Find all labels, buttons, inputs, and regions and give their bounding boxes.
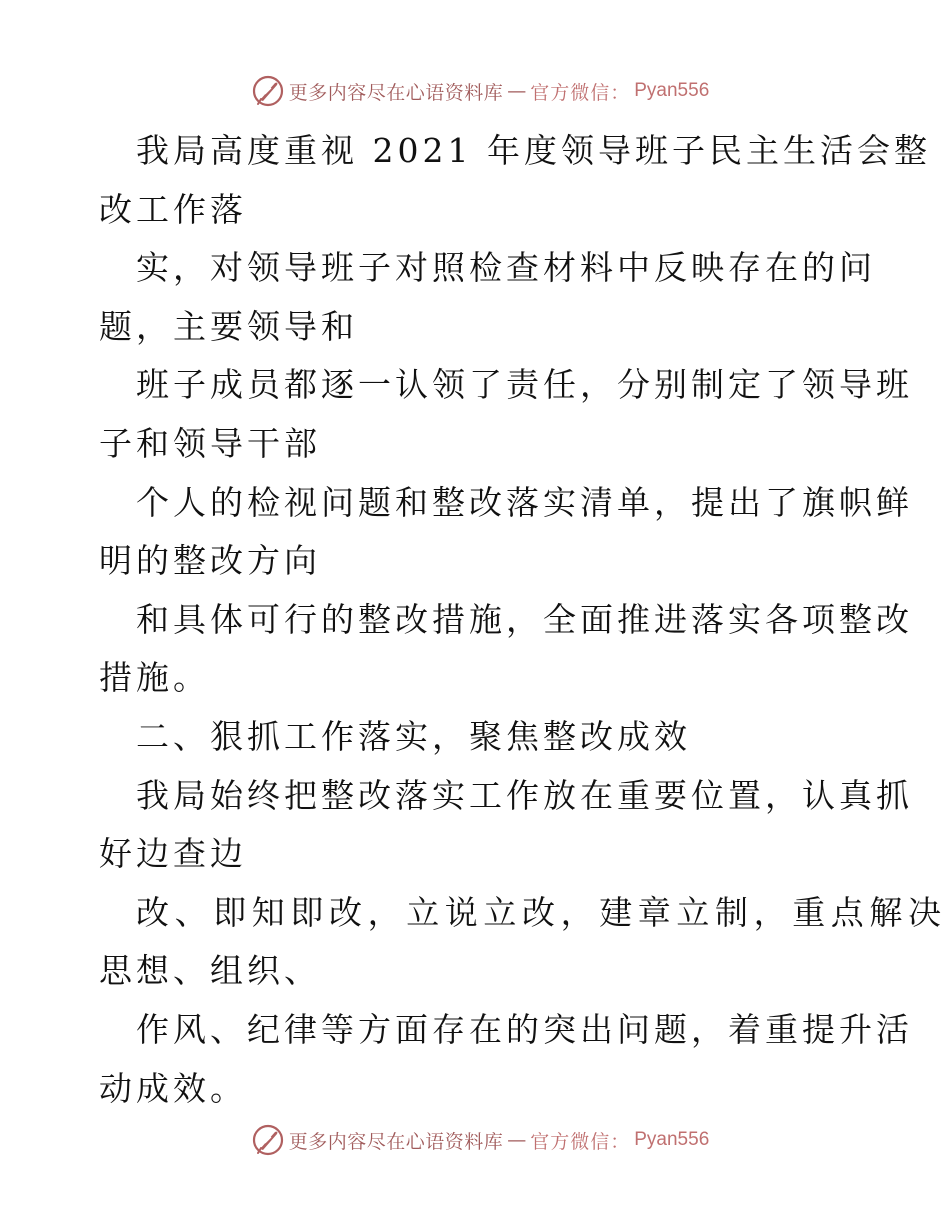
- body-line: 明的整改方向: [99, 541, 321, 581]
- watermark-wechat-label: 官方微信：: [530, 81, 631, 104]
- body-line: 思想、组织、: [99, 951, 321, 991]
- feather-pen-logo-icon: [251, 74, 285, 108]
- feather-pen-logo-icon: [251, 1123, 285, 1157]
- body-line: 题，主要领导和: [99, 306, 358, 346]
- body-line: 个人的检视问题和整改落实清单，提出了旗帜鲜: [136, 482, 913, 522]
- body-line: 班子成员都逐一认领了责任，分别制定了领导班: [136, 365, 913, 405]
- watermark-site-text: 更多内容尽在心语资料库: [288, 81, 504, 104]
- watermark-site-text: 更多内容尽在心语资料库: [288, 1130, 504, 1153]
- body-line: 作风、纪律等方面存在的突出问题，着重提升活: [136, 1009, 913, 1049]
- body-line: 子和领导干部: [99, 423, 321, 463]
- body-line: 实，对领导班子对照检查材料中反映存在的问: [136, 248, 876, 288]
- body-line: 改、即知即改，立说立改，建章立制，重点解决: [136, 892, 947, 932]
- watermark-separator: —: [507, 80, 527, 102]
- document-body: [99, 122, 947, 1118]
- watermark-separator: —: [507, 1129, 527, 1151]
- body-line: 我局始终把整改落实工作放在重要位置，认真抓: [136, 775, 913, 815]
- body-line: 改工作落: [99, 189, 247, 229]
- watermark-wechat-id: Pyan556: [634, 1129, 710, 1150]
- watermark-wechat-id: Pyan556: [634, 80, 710, 101]
- body-line: 和具体可行的整改措施，全面推进落实各项整改: [136, 599, 913, 639]
- section-heading: 二、狠抓工作落实，聚焦整改成效: [136, 716, 691, 756]
- body-line: 好边查边: [99, 834, 247, 874]
- body-line: 动成效。: [99, 1068, 247, 1108]
- header-watermark-banner: [0, 71, 950, 111]
- body-line: 我局高度重视 2021 年度领导班子民主生活会整: [136, 131, 931, 170]
- watermark-group: [251, 74, 710, 108]
- watermark-group: [251, 1123, 710, 1157]
- footer-watermark-banner: [0, 1120, 950, 1160]
- watermark-wechat-label: 官方微信：: [530, 1130, 631, 1153]
- body-line: 措施。: [99, 658, 210, 698]
